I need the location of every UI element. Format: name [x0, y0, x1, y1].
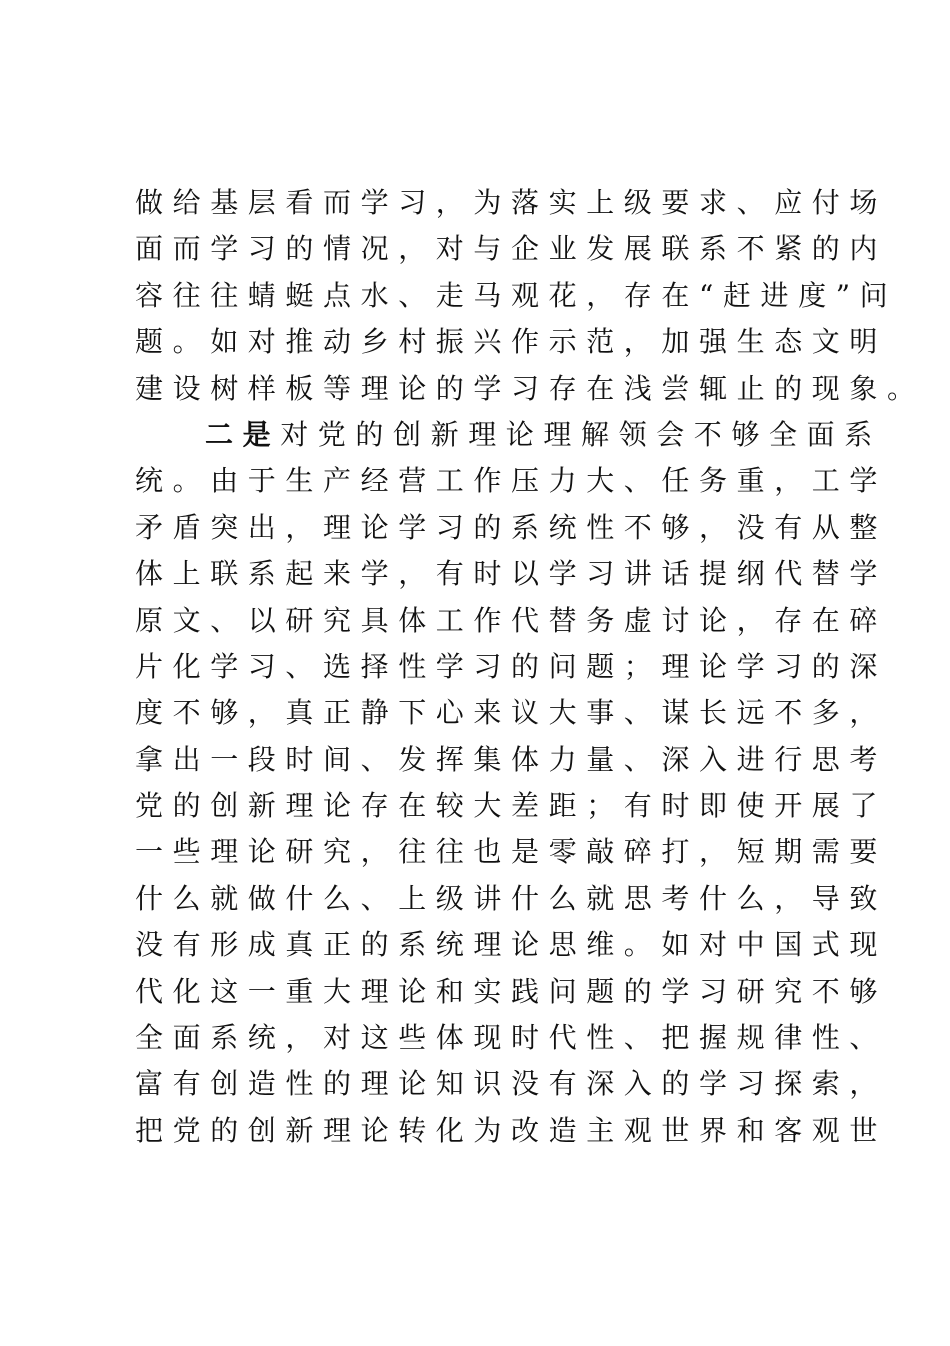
- text-line: 富有创造性的理论知识没有深入的学习探索，: [135, 1067, 888, 1101]
- text-line: 把党的创新理论转化为改造主观世界和客观世: [135, 1113, 888, 1147]
- first-line-text: 对党的创新理论理解领会不够全面系: [280, 417, 882, 451]
- text-line: 做给基层看而学习，为落实上级要求、应付场: [135, 186, 888, 219]
- text-line: 体上联系起来学，有时以学习讲话提纲代替学: [135, 557, 888, 591]
- text-line: 一些理论研究，往往也是零敲碎打，短期需要: [135, 835, 888, 869]
- text-line: 矛盾突出，理论学习的系统性不够，没有从整: [135, 510, 888, 544]
- body-text: [135, 180, 925, 1154]
- text-line: 代化这一重大理论和实践问题的学习研究不够: [135, 974, 888, 1008]
- text-line: 原文、以研究具体工作代替务虚讨论，存在碎: [135, 603, 888, 637]
- text-line: 片化学习、选择性学习的问题；理论学习的深: [135, 649, 888, 683]
- paragraph-2: [135, 412, 888, 1154]
- text-line: 党的创新理论存在较大差距；有时即使开展了: [135, 789, 888, 823]
- paragraph-first-line: [135, 412, 882, 458]
- text-line: 面而学习的情况，对与企业发展联系不紧的内: [135, 232, 888, 266]
- text-line: 全面系统，对这些体现时代性、把握规律性、: [135, 1021, 888, 1055]
- text-line: 建设树样板等理论的学习存在浅尝辄止的现象。: [135, 371, 925, 405]
- paragraph-1: [135, 180, 925, 412]
- text-line: 拿出一段时间、发挥集体力量、深入进行思考: [135, 742, 888, 776]
- paragraph-lead-bold: 二是: [205, 417, 281, 451]
- text-line: 度不够，真正静下心来议大事、谋长远不多，: [135, 696, 888, 730]
- text-line: 题。如对推动乡村振兴作示范，加强生态文明: [135, 325, 888, 359]
- text-line: 容往往蜻蜓点水、走马观花，存在“赶进度”问: [135, 278, 898, 312]
- text-line: 什么就做什么、上级讲什么就思考什么，导致: [135, 881, 888, 915]
- text-line: 统。由于生产经营工作压力大、任务重，工学: [135, 464, 888, 498]
- text-line: 没有形成真正的系统理论思维。如对中国式现: [135, 928, 888, 962]
